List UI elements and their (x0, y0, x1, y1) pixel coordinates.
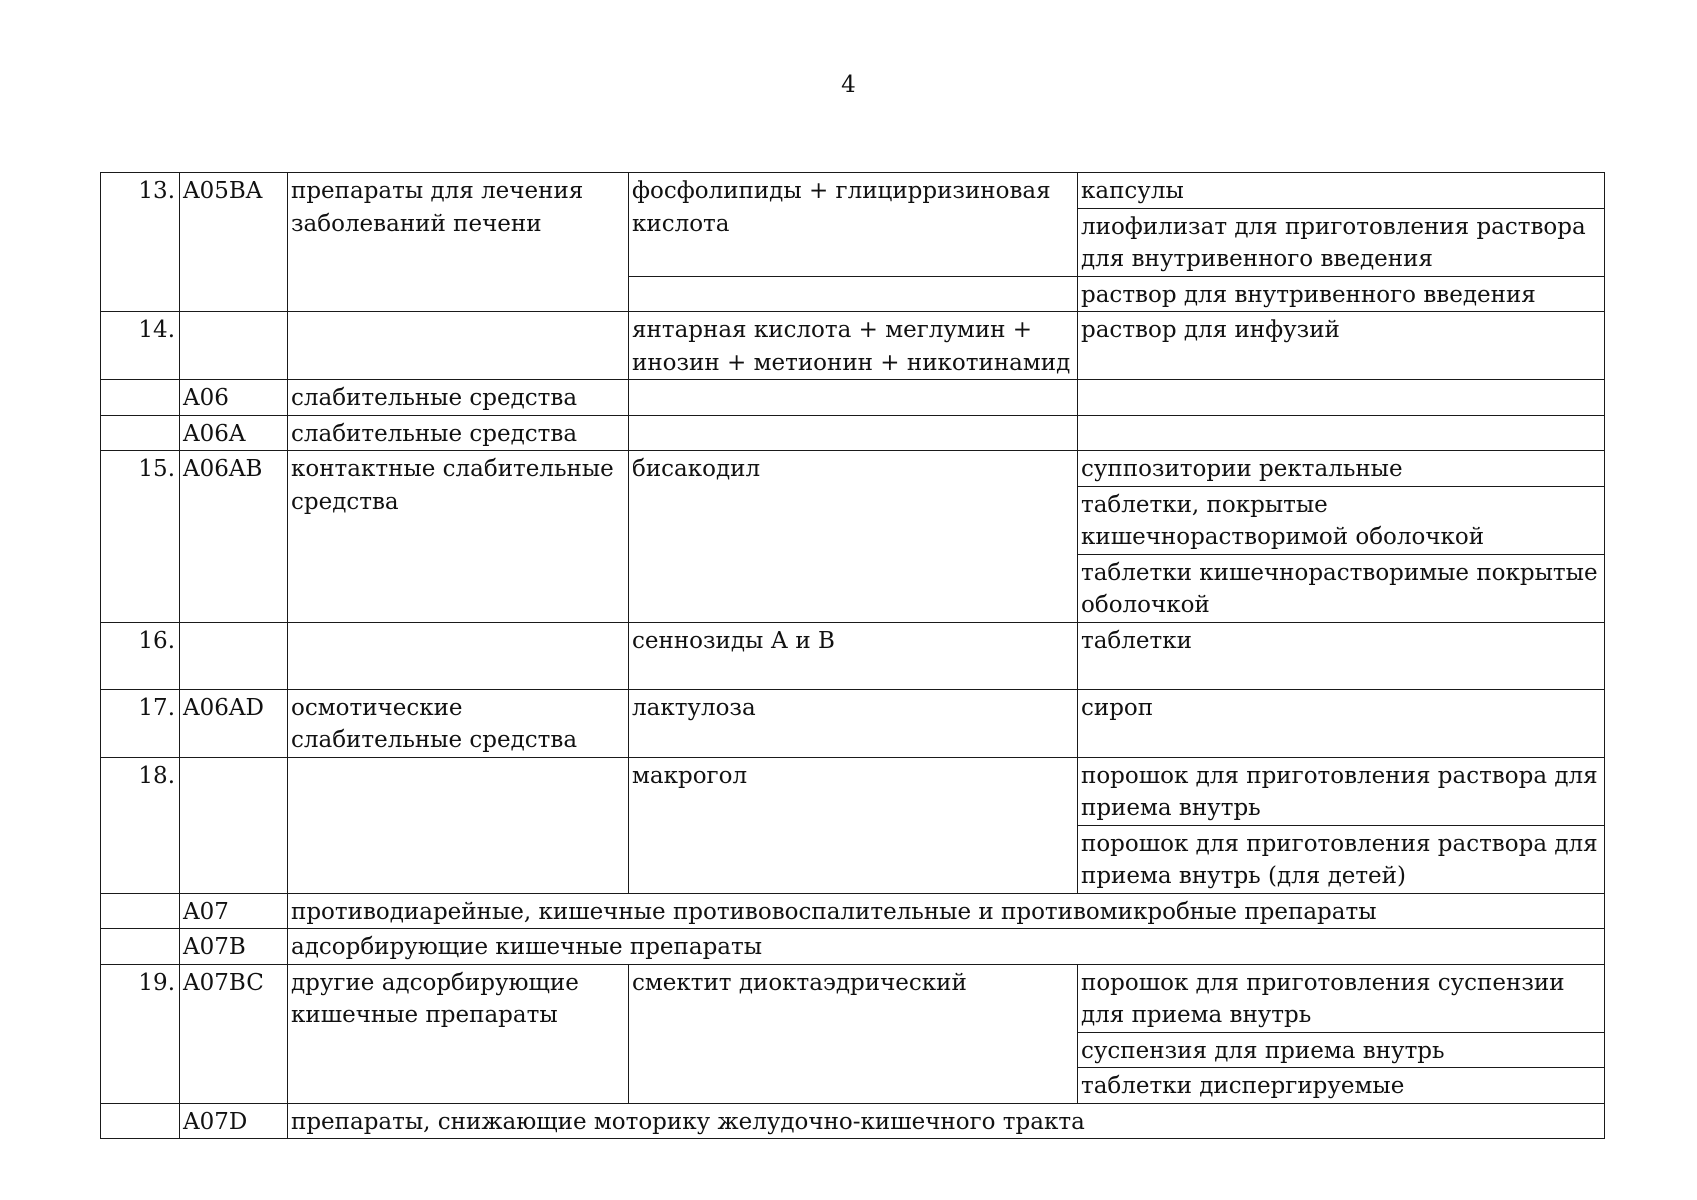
drug-name: фосфолипиды + глицирризиновая кислота (629, 173, 1078, 277)
row-number: 15. (101, 451, 180, 623)
drug-name: бисакодил (629, 451, 1078, 623)
table-row (101, 451, 1605, 487)
table-row (101, 312, 1605, 380)
dosage-form: порошок для приготовления раствора для приема внутрь (для детей) (1078, 825, 1605, 893)
dosage-form (1078, 415, 1605, 451)
dosage-form: лиофилизат для приготовления раствора для внутривенного введения (1078, 208, 1605, 276)
row-number: 14. (101, 312, 180, 380)
dosage-form: раствор для инфузий (1078, 312, 1605, 380)
drug-name (629, 380, 1078, 416)
drug-table (100, 172, 1605, 1139)
table-row (101, 893, 1605, 929)
group-name: препараты, снижающие моторику желудочно-кишечного тракта (288, 1103, 1605, 1139)
row-number (101, 929, 180, 965)
table-row (101, 689, 1605, 757)
drug-name: смектит диоктаэдрический (629, 964, 1078, 1103)
group-name (288, 312, 629, 380)
atc-code: A06A (180, 415, 288, 451)
group-name: слабительные средства (288, 415, 629, 451)
dosage-form: таблетки диспергируемые (1078, 1068, 1605, 1104)
atc-code: A07BC (180, 964, 288, 1103)
group-name: слабительные средства (288, 380, 629, 416)
drug-name: янтарная кислота + меглумин + инозин + метионин + никотинамид (629, 312, 1078, 380)
atc-code (180, 757, 288, 893)
dosage-form: таблетки кишечнорастворимые покрытые оболочкой (1078, 554, 1605, 622)
table-row (101, 622, 1605, 689)
group-name: адсорбирующие кишечные препараты (288, 929, 1605, 965)
row-number (101, 1103, 180, 1139)
dosage-form: сироп (1078, 689, 1605, 757)
table-row (101, 964, 1605, 1032)
group-name (288, 622, 629, 689)
group-name: противодиарейные, кишечные противовоспалительные и противомикробные препараты (288, 893, 1605, 929)
table-row (101, 173, 1605, 209)
group-name (288, 757, 629, 893)
table-row (101, 929, 1605, 965)
group-name: другие адсорбирующие кишечные препараты (288, 964, 629, 1103)
dosage-form: раствор для внутривенного введения (1078, 276, 1605, 312)
row-number: 17. (101, 689, 180, 757)
page-number: 4 (841, 72, 856, 98)
row-number: 13. (101, 173, 180, 312)
row-number: 18. (101, 757, 180, 893)
drug-name: лактулоза (629, 689, 1078, 757)
dosage-form: капсулы (1078, 173, 1605, 209)
atc-code: A06AB (180, 451, 288, 623)
atc-code (180, 312, 288, 380)
group-name: препараты для лечения заболеваний печени (288, 173, 629, 312)
atc-code: A06 (180, 380, 288, 416)
table-row (101, 380, 1605, 416)
dosage-form: суспензия для приема внутрь (1078, 1032, 1605, 1068)
drug-name (629, 276, 1078, 312)
drug-name: сеннозиды А и В (629, 622, 1078, 689)
row-number: 16. (101, 622, 180, 689)
dosage-form (1078, 380, 1605, 416)
dosage-form: суппозитории ректальные (1078, 451, 1605, 487)
row-number (101, 893, 180, 929)
row-number (101, 415, 180, 451)
group-name: контактные слабительные средства (288, 451, 629, 623)
drug-name: макрогол (629, 757, 1078, 893)
drug-name (629, 415, 1078, 451)
row-number: 19. (101, 964, 180, 1103)
atc-code: A07D (180, 1103, 288, 1139)
atc-code: A06AD (180, 689, 288, 757)
dosage-form: таблетки (1078, 622, 1605, 689)
atc-code: A07B (180, 929, 288, 965)
dosage-form: порошок для приготовления суспензии для приема внутрь (1078, 964, 1605, 1032)
table-row (101, 415, 1605, 451)
dosage-form: порошок для приготовления раствора для приема внутрь (1078, 757, 1605, 825)
table-row (101, 757, 1605, 825)
atc-code: A05BA (180, 173, 288, 312)
atc-code: A07 (180, 893, 288, 929)
group-name: осмотические слабительные средства (288, 689, 629, 757)
dosage-form: таблетки, покрытые кишечнорастворимой оболочкой (1078, 486, 1605, 554)
row-number (101, 380, 180, 416)
atc-code (180, 622, 288, 689)
table-row (101, 1103, 1605, 1139)
